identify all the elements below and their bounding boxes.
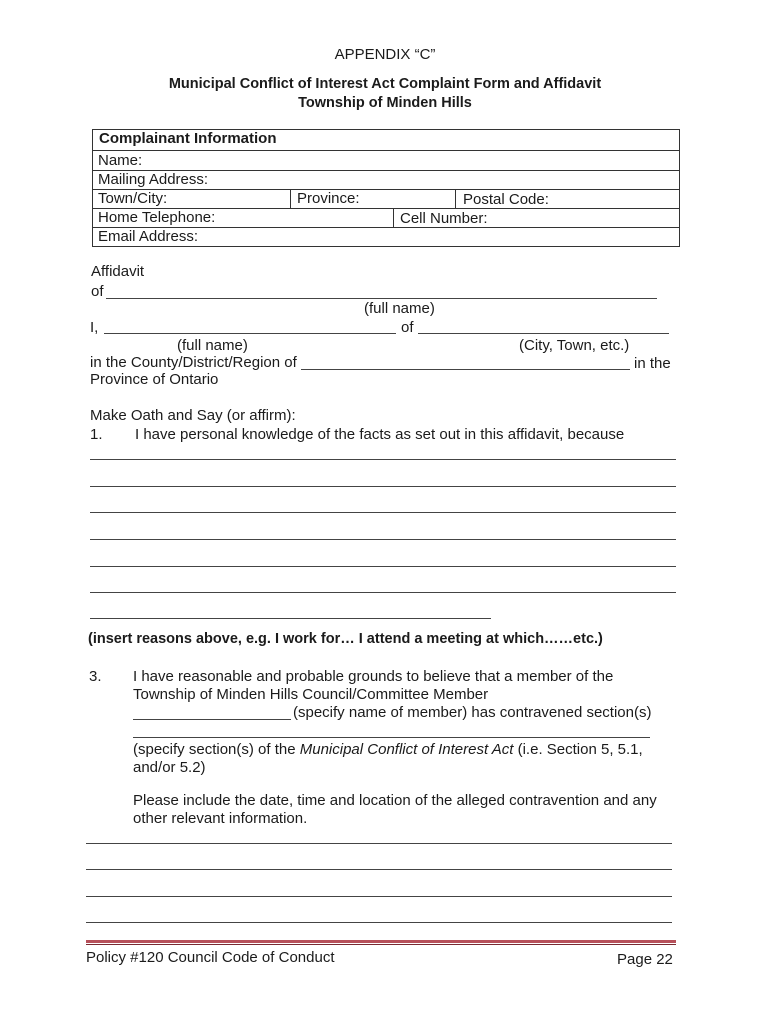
city-blank[interactable] bbox=[418, 333, 669, 334]
province-line: Province of Ontario bbox=[90, 371, 219, 388]
footer-policy: Policy #120 Council Code of Conduct bbox=[86, 949, 335, 966]
member-name-blank[interactable] bbox=[133, 719, 291, 720]
item-3-line-2: Township of Minden Hills Council/Committee Member bbox=[133, 686, 489, 703]
full-name-caption: (full name) bbox=[364, 300, 435, 317]
province-field[interactable]: Province: bbox=[297, 190, 360, 207]
item-1-text: I have personal knowledge of the facts as set out in this affidavit, because bbox=[135, 426, 625, 443]
form-subtitle: Township of Minden Hills bbox=[298, 95, 472, 111]
insert-reasons-note: (insert reasons above, e.g. I work for… I attend a meeting at which……etc.) bbox=[88, 631, 603, 647]
section-spec-line: (specify section(s) of the Municipal Conflict of Interest Act (i.e. Section 5, 5.1, bbox=[133, 741, 643, 758]
city-caption: (City, Town, etc.) bbox=[519, 337, 630, 354]
oath-heading: Make Oath and Say (or affirm): bbox=[90, 407, 296, 424]
cell-number-field[interactable]: Cell Number: bbox=[400, 210, 488, 227]
home-telephone-field[interactable]: Home Telephone: bbox=[98, 209, 216, 226]
of-label: of bbox=[401, 319, 414, 336]
sections-blank[interactable] bbox=[133, 737, 650, 738]
town-city-field[interactable]: Town/City: bbox=[98, 190, 168, 207]
county-prefix: in the County/District/Region of bbox=[90, 354, 297, 371]
affidavit-heading: Affidavit bbox=[91, 263, 145, 280]
i-label: I, bbox=[90, 319, 99, 336]
item-3-number: 3. bbox=[89, 668, 102, 685]
county-suffix: in the bbox=[634, 355, 671, 372]
footer-rule-secondary bbox=[86, 944, 676, 945]
county-blank[interactable] bbox=[301, 369, 630, 370]
footer-rule bbox=[86, 940, 676, 943]
item-3-line-1: I have reasonable and probable grounds to believe that a member of the bbox=[133, 668, 614, 685]
name-field[interactable]: Name: bbox=[98, 152, 143, 169]
item-3-line-3: (specify name of member) has contravened section(s) bbox=[293, 704, 652, 721]
include-line-1: Please include the date, time and location of the alleged contravention and any bbox=[133, 792, 657, 809]
affidavit-of-blank[interactable] bbox=[106, 298, 657, 299]
form-title: Municipal Conflict of Interest Act Complaint Form and Affidavit bbox=[168, 76, 602, 92]
affidavit-of-label: of bbox=[91, 283, 104, 300]
footer-page-number: Page 22 bbox=[617, 951, 673, 968]
i-full-name-blank[interactable] bbox=[104, 333, 396, 334]
complainant-section-title: Complainant Information bbox=[99, 130, 277, 147]
email-address-field[interactable]: Email Address: bbox=[98, 228, 199, 245]
section-spec-line-2: and/or 5.2) bbox=[133, 759, 206, 776]
mailing-address-field[interactable]: Mailing Address: bbox=[98, 171, 209, 188]
appendix-label: APPENDIX “C” bbox=[334, 46, 436, 63]
include-line-2: other relevant information. bbox=[133, 810, 308, 827]
postal-code-field[interactable]: Postal Code: bbox=[463, 191, 549, 208]
full-name-caption-2: (full name) bbox=[177, 337, 248, 354]
item-1-number: 1. bbox=[90, 426, 103, 443]
